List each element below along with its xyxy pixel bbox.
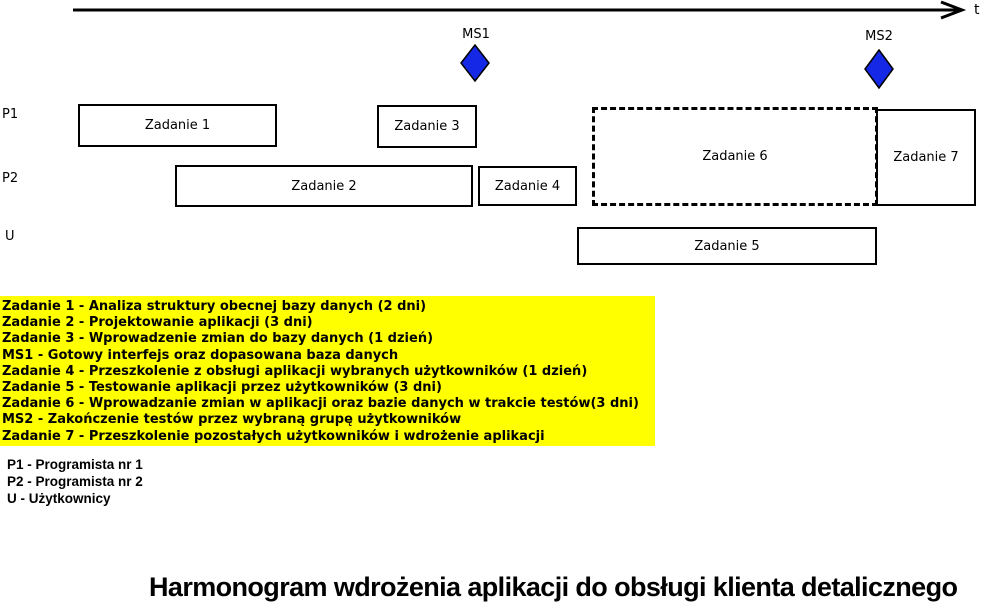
- resource-line-p2: P2 - Programista nr 2: [7, 474, 143, 489]
- milestone-ms1-label: MS1: [462, 27, 490, 42]
- legend-line-zadanie-7: Zadanie 7 - Przeszkolenie pozostałych użytkowników i wdrożenie aplikacji: [2, 428, 545, 444]
- legend-line-ms2: MS2 - Zakończenie testów przez wybraną grupę użytkowników: [2, 412, 462, 428]
- task-bar-zadanie-4: Zadanie 4: [478, 166, 577, 206]
- legend-line-zadanie-1: Zadanie 1 - Analiza struktury obecnej bazy danych (2 dni): [2, 299, 427, 314]
- task-bar-zadanie-1: Zadanie 1: [78, 104, 277, 147]
- legend-line-zadanie-6: Zadanie 6 - Wprowadzanie zmian w aplikacji oraz bazie danych w trakcie testów(3 dni): [2, 396, 639, 412]
- task-bar-zadanie-2: Zadanie 2: [175, 165, 473, 207]
- resource-line-u: U - Użytkownicy: [7, 491, 111, 506]
- milestone-ms2-diamond-icon: [864, 49, 894, 89]
- task-bar-zadanie-5: Zadanie 5: [577, 227, 877, 265]
- task-bar-zadanie-3: Zadanie 3: [377, 105, 477, 148]
- row-label-p1: P1: [2, 107, 19, 122]
- legend-line-zadanie-2: Zadanie 2 - Projektowanie aplikacji (3 dni): [2, 315, 313, 331]
- task-legend: [0, 296, 655, 446]
- legend-line-zadanie-4: Zadanie 4 - Przeszkolenie z obsługi aplikacji wybranych użytkowników (1 dzień): [2, 363, 588, 379]
- row-label-p2: P2: [2, 171, 19, 186]
- task-bar-zadanie-6: Zadanie 6: [592, 107, 878, 206]
- chart-title: Harmonogram wdrożenia aplikacji do obsługi klienta detalicznego: [149, 572, 958, 602]
- time-axis-arrow: [0, 0, 989, 24]
- resource-line-p1: P1 - Programista nr 1: [7, 457, 143, 472]
- legend-line-zadanie-3: Zadanie 3 - Wprowadzenie zmian do bazy danych (1 dzień): [2, 331, 434, 347]
- time-axis-label: t: [974, 2, 980, 18]
- milestone-ms1-diamond-icon: [460, 44, 490, 82]
- row-label-u: U: [5, 229, 15, 244]
- legend-line-zadanie-5: Zadanie 5 - Testowanie aplikacji przez użytkowników (3 dni): [2, 380, 442, 396]
- task-bar-zadanie-7: Zadanie 7: [876, 109, 976, 206]
- resource-legend: [7, 456, 143, 507]
- milestone-ms2-label: MS2: [865, 29, 893, 44]
- legend-line-ms1: MS1 - Gotowy interfejs oraz dopasowana baza danych: [2, 347, 399, 363]
